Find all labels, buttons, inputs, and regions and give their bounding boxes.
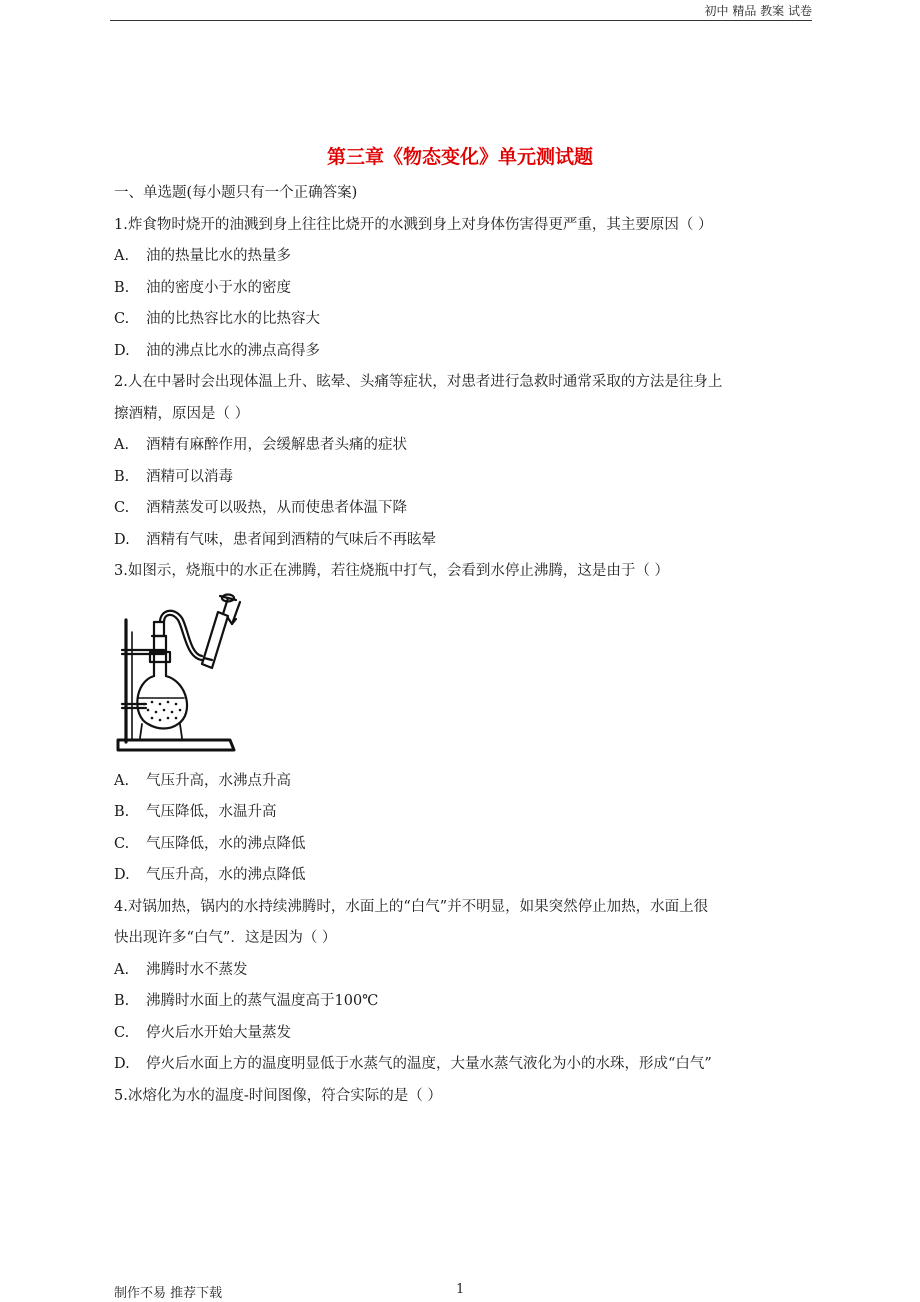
option-d: D. 停火后水面上方的温度明显低于水蒸气的温度，大量水蒸气液化为小的水珠，形成“白气” [114,1056,712,1072]
question-3 [114,556,814,892]
header-rule [110,20,812,21]
option-c: C. 油的比热容比水的比热容大 [114,311,320,327]
flask-diagram-icon [114,592,254,764]
option-a: A. 气压升高，水沸点升高 [114,772,291,789]
question-1 [114,210,814,368]
option-a: A. 油的热量比水的热量多 [114,248,291,264]
question-stem: 5.冰熔化为水的温度-时间图像，符合实际的是（ ） [114,1087,442,1104]
question-stem: 1.炸食物时烧开的油溅到身上往往比烧开的水溅到身上对身体伤害得更严重，其主要原因（ ） [114,216,713,233]
question-5 [114,1081,814,1113]
option-b: B. 酒精可以消毒 [114,468,233,485]
question-stem-cont: 擦酒精，原因是（ ） [114,405,250,422]
option-a: A. 沸腾时水不蒸发 [114,961,248,978]
question-4 [114,892,814,1081]
question-stem-cont: 快出现许多“白气”．这是因为（ ） [114,930,337,946]
option-c: C. 酒精蒸发可以吸热，从而使患者体温下降 [114,500,407,516]
page-title: 第三章《物态变化》单元测试题 [326,146,593,168]
option-d: D. 油的沸点比水的沸点高得多 [114,342,320,359]
section-heading: 一、单选题(每小题只有一个正确答案) [114,185,358,201]
option-c: C. 气压降低，水的沸点降低 [114,835,306,852]
question-stem: 2.人在中暑时会出现体温上升、眩晕、头痛等症状，对患者进行急救时通常采取的方法是往身上 [114,374,723,390]
header-text: 初中 精品 教案 试卷 [704,4,812,18]
page-number: 1 [456,1282,465,1297]
option-d: D. 酒精有气味，患者闻到酒精的气味后不再眩晕 [114,531,436,548]
option-a: A. 酒精有麻醉作用，会缓解患者头痛的症状 [114,437,407,453]
option-b: B. 油的密度小于水的密度 [114,279,291,296]
document-body [114,178,814,1112]
bubbles-icon [143,700,182,721]
footer-text: 制作不易 推荐下载 [114,1286,223,1301]
boiling-flask-pump-diagram [114,592,814,764]
option-c: C. 停火后水开始大量蒸发 [114,1024,291,1041]
question-2 [114,367,814,556]
option-b: B. 沸腾时水面上的蒸气温度高于100℃ [114,993,379,1009]
question-stem: 4.对锅加热，锅内的水持续沸腾时，水面上的“白气”并不明显，如果突然停止加热，水面上很 [114,898,709,915]
option-b: B. 气压降低，水温升高 [114,804,277,820]
option-d: D. 气压升高，水的沸点降低 [114,867,306,883]
question-stem: 3.如图示，烧瓶中的水正在沸腾，若往烧瓶中打气，会看到水停止沸腾，这是由于（ ） [114,563,669,579]
